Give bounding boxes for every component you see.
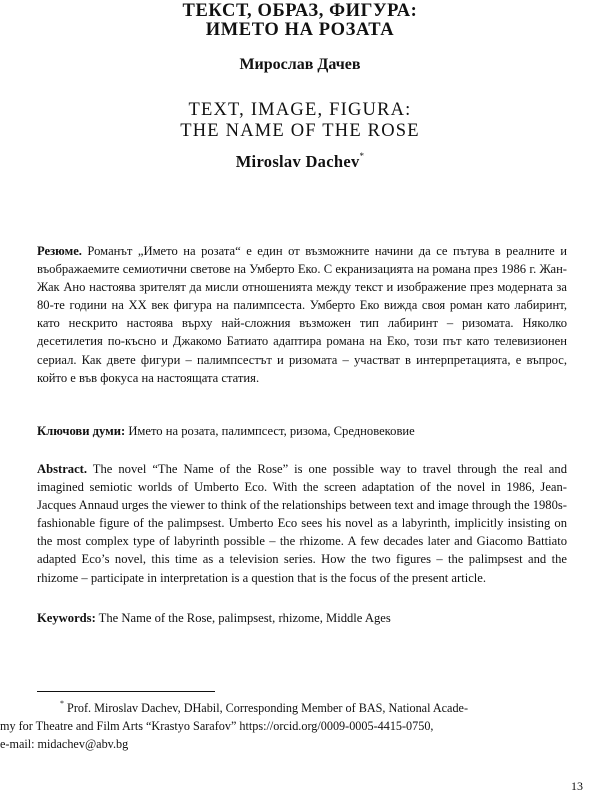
title-bulgarian-line-2: ИМЕТО НА РОЗАТА xyxy=(205,20,395,40)
title-english xyxy=(0,100,600,142)
keywords-bulgarian xyxy=(37,422,567,440)
author-footnote-mark: * xyxy=(359,150,365,161)
footnote-divider xyxy=(37,691,215,692)
abstract-english xyxy=(37,460,567,587)
keywords-english-text: The Name of the Rose, palimpsest, rhizome, Middle Ages xyxy=(95,611,391,625)
keywords-bulgarian-label: Ключови думи: xyxy=(37,424,126,438)
abstract-english-label: Abstract. xyxy=(37,462,88,476)
footnote-line-2: my for Theatre and Film Arts “Krastyo Sarafov” https://orcid.org/0009-0005-4415-0750, xyxy=(0,719,434,734)
abstract-bulgarian-text: Романът „Името на розата“ е един от възможните начини да се пътува в реалните и въображаемите семиотични светове на Умберто Еко. С екранизацията на романа през 1986 г. Жан-Жак Ано настоява зрителят да мисли отношенията между текст и изображение през модерната за 80-те години на XX век фигура на палимпсеста. Умберто Еко вижда своя роман като лабиринт, като нескрито настоява върху най-сложния възможен тип лабиринт – ризомата. Няколко десетилетия по-късно и Джакомо Батиато адаптира романа на Еко, този път като телевизионен сериал. Как двете фигури – палимпсестът и ризомата – участват в интерпретацията, е въпрос, който е във фокуса на настоящата статия. xyxy=(37,244,567,385)
keywords-english xyxy=(37,609,567,627)
author-english xyxy=(0,152,600,172)
footnote-line-3: e-mail: midachev@abv.bg xyxy=(0,737,129,752)
footnote-line-1: Prof. Miroslav Dachev, DHabil, Corresponding Member of BAS, National Acade- xyxy=(64,701,469,716)
keywords-bulgarian-text: Името на розата, палимпсест, ризома, Средновековие xyxy=(125,424,415,438)
page-number: 13 xyxy=(571,779,583,793)
title-english-line-2: THE NAME OF THE ROSE xyxy=(180,121,420,141)
title-bulgarian xyxy=(0,2,600,40)
author-bulgarian: Мирослав Дачев xyxy=(239,56,361,73)
abstract-english-text: The novel “The Name of the Rose” is one possible way to travel through the real and imagined semiotic worlds of Umberto Eco. With the screen adaptation of the novel in 1986, Jean-Jacques Annaud urges the viewer to think of the relationships between text and image through the 1980s-fashionable figure of the palimpsest. Umberto Eco sees his novel as a labyrinth, implicitly insisting on the most complex type of labyrinth possible – the rhizome. A few decades later and Giacomo Battiato adapted Eco’s novel, this time as a television series. How the two figures – the palimpsest and the rhizome – participate in interpretation is a question that is the focus of the present article. xyxy=(37,462,567,585)
title-english-line-1: TEXT, IMAGE, FIGURA: xyxy=(188,100,412,120)
footnote-mark: * xyxy=(60,699,64,708)
author-english-name: Miroslav Dachev xyxy=(235,152,360,171)
keywords-english-label: Keywords: xyxy=(37,611,96,625)
abstract-bulgarian-label: Резюме. xyxy=(37,244,82,258)
title-bulgarian-line-1: ТЕКСТ, ОБРАЗ, ФИГУРА: xyxy=(182,1,418,21)
footnote xyxy=(0,696,567,753)
abstract-bulgarian xyxy=(37,242,567,387)
